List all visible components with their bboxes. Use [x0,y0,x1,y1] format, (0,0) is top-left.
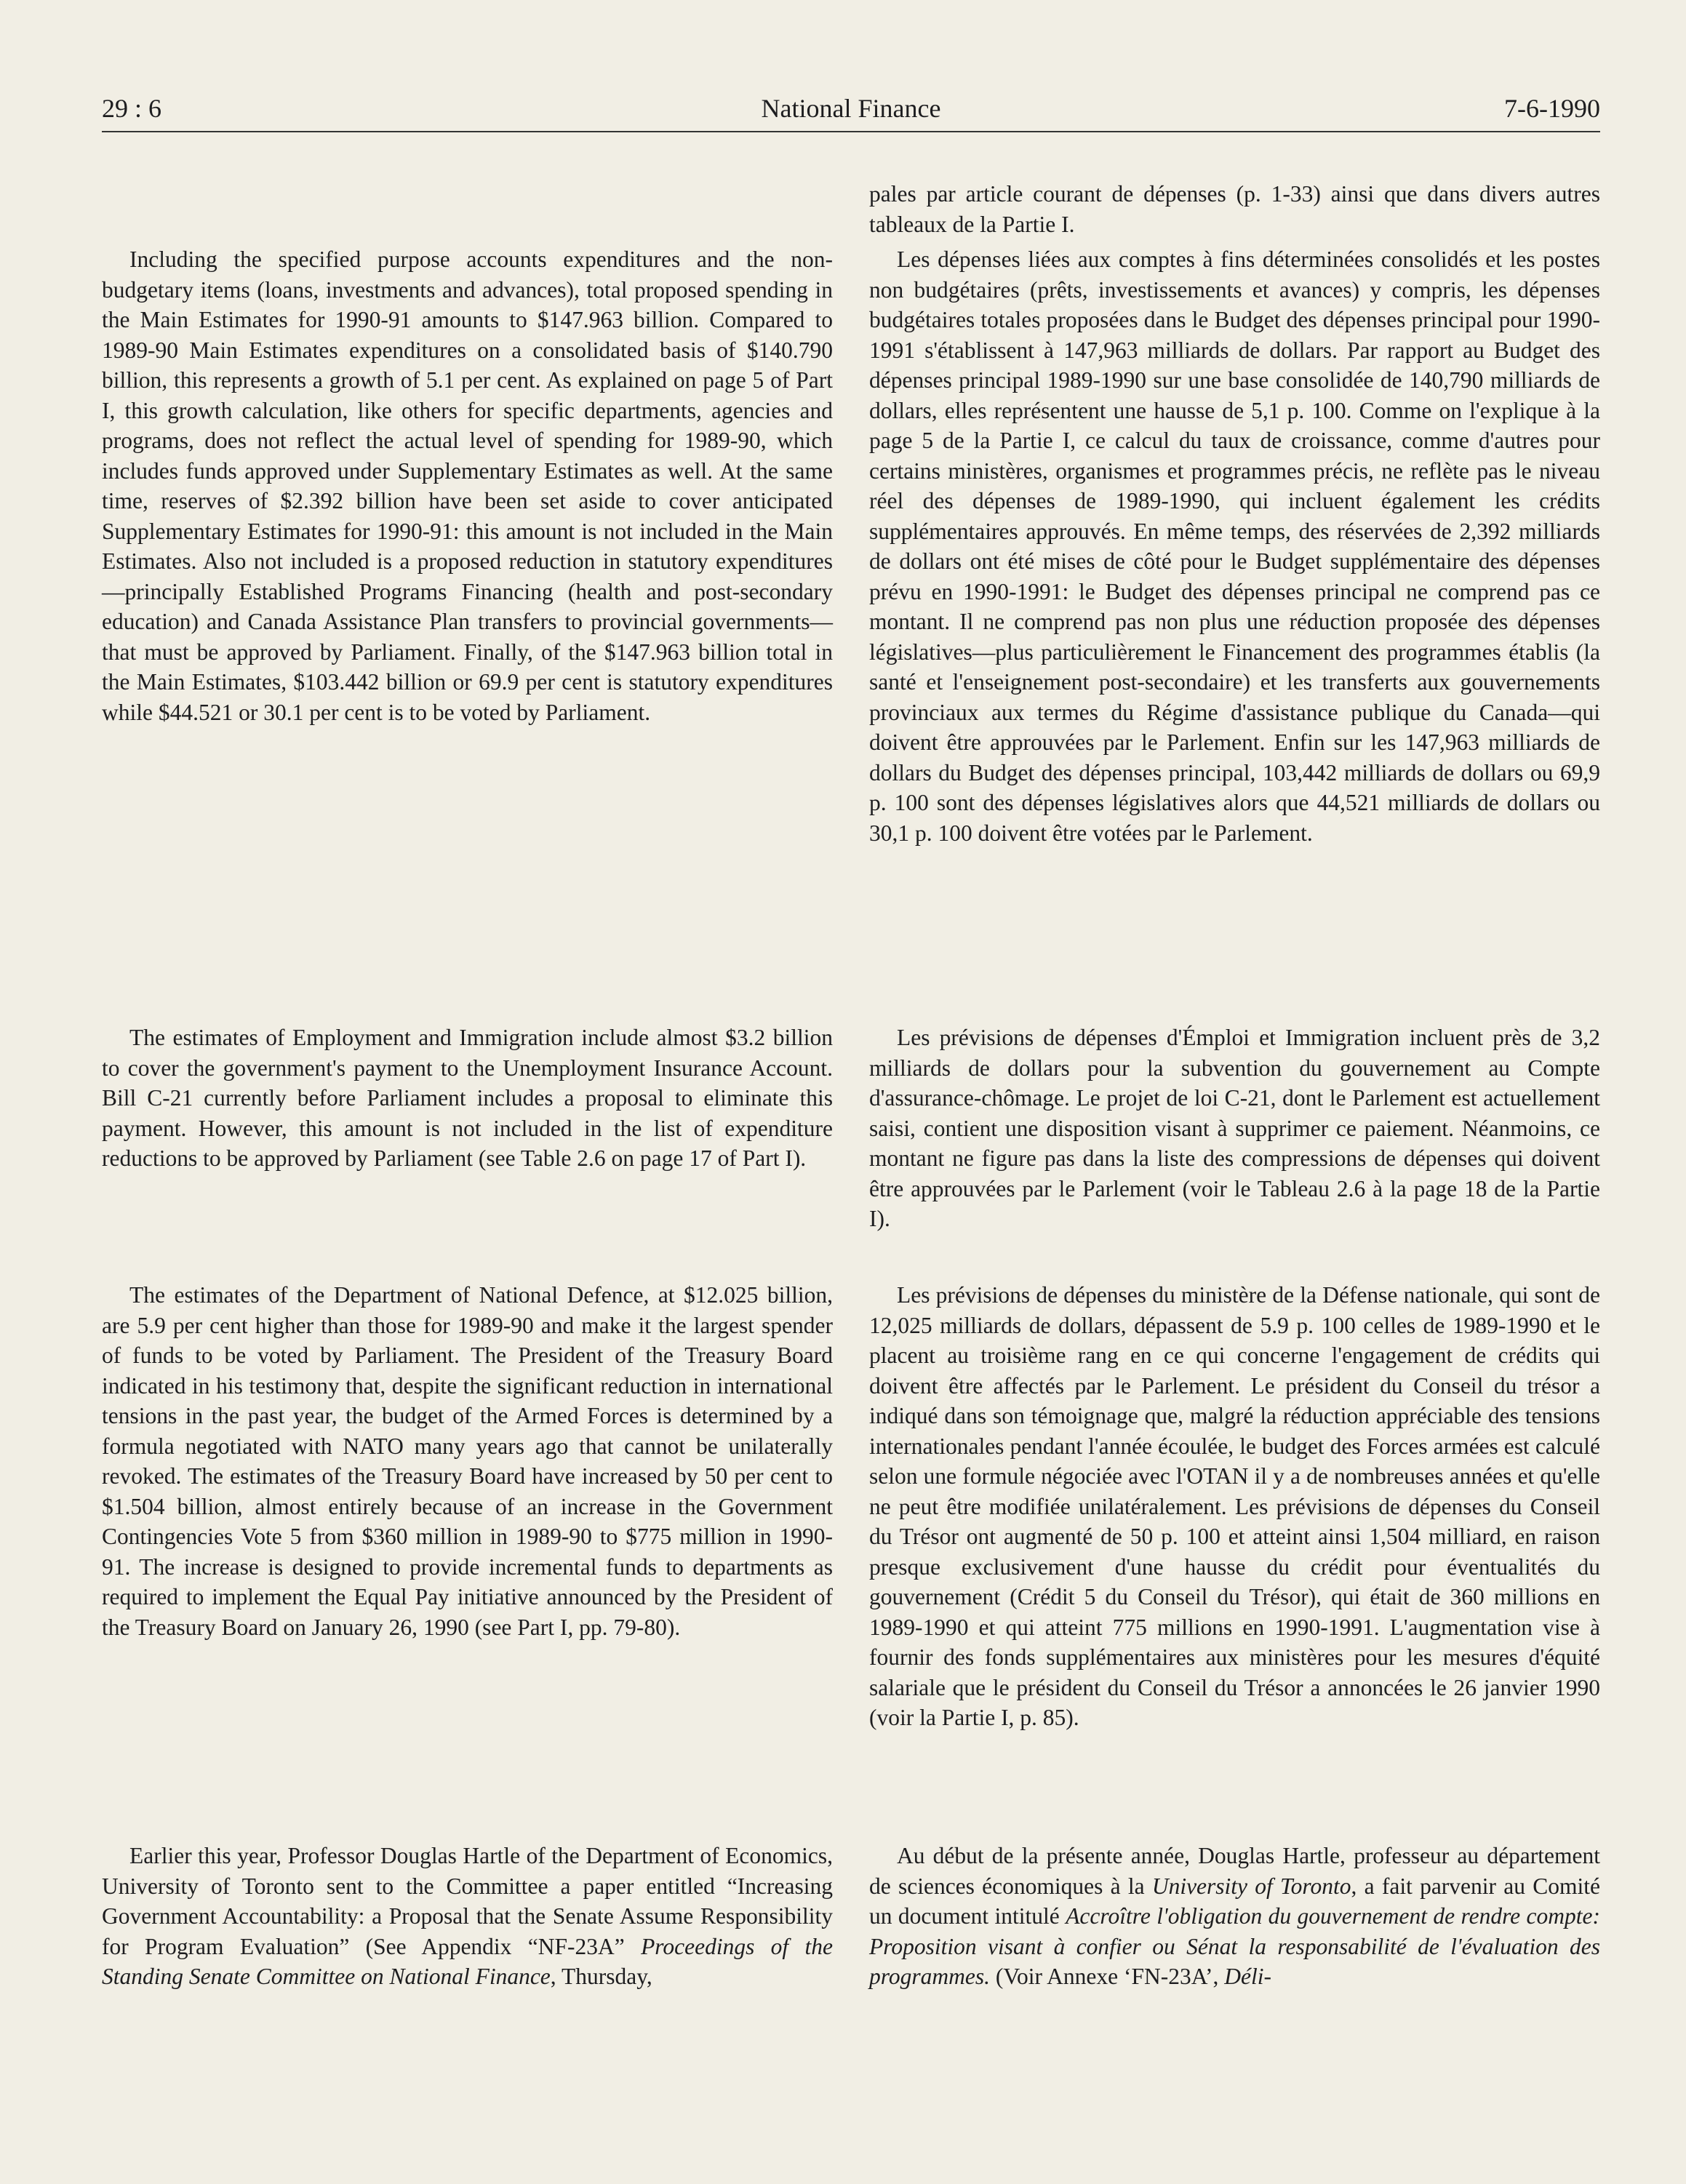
hartle-fr-text-a: Au début de la présente année, Douglas Hartle, professeur au département de sciences économiques à la [869,1843,1600,1899]
hartle-text-a: Earlier this year, Professor Douglas Hartle of the Department of Economics, University of Toronto sent to the Committee a paper entitled “Increasing Government Accountability: a Proposal that the Senate Assume Responsibility for Program Evaluation” (See Appendix “NF-23A” [102,1843,833,1959]
proceedings-title: Proceedings of the Standing Senate Committee on National Finance [102,1933,833,1989]
english-paragraph-employment-immigration: The estimates of Employment and Immigration include almost $3.2 billion to cover the government's payment to the Unemployment Insurance Account. Bill C-21 currently before Parliament includes a proposal to eliminate this payment. However, this amount is not included in the list of expenditure reductions to be approved by Parliament (see Table 2.6 on page 17 of Part I). [102,1025,833,1171]
deliberations-fr: Déli- [1224,1964,1271,1989]
university-name: University of Toronto [1151,1873,1351,1899]
document-title-fr: Accroître l'obligation du gouvernement de rendre compte: Proposition visant à confier ou Sénat la responsabilité de l'évaluation des programmes. [869,1903,1600,1989]
english-paragraph-national-defence: The estimates of the Department of National Defence, at $12.025 billion, are 5.9 per cent higher than those for 1989-90 and make it the largest spender of funds to be voted by Parliament. The President of the Treasury Board indicated in his testimony that, despite the significant reduction in international tensions in the past year, the budget of the Armed Forces is determined by a formula negotiated with NATO many years ago that cannot be unilaterally revoked. The estimates of the Treasury Board have increased by 50 per cent to $1.504 billion, almost entirely because of an increase in the Government Contingencies Vote 5 from $360 million in 1989-90 to $775 million in 1990-91. The increase is designed to provide incremental funds to departments as required to implement the Equal Pay initiative announced by the President of the Treasury Board on January 26, 1990 (see Part I, pp. 79-80). [102,1282,833,1640]
running-title: National Finance [761,94,941,123]
page-header [102,93,1600,129]
french-paragraph-total-spending: Les dépenses liées aux comptes à fins déterminées consolidés et les postes non budgétaires (prêts, investissements et avances) y compris, les dépenses budgétaires totales proposées dans le Budget des dépenses principal pour 1990-1991 s'établissent à 147,963 milliards de dollars. Par rapport au Budget des dépenses principal 1989-1990 sur une base consolidée de 140,790 milliards de dollars, elles représentent une hausse de 5,1 p. 100. Comme on l'explique à la page 5 de la Partie I, ce calcul du taux de croissance, comme d'autres pour certains ministères, organismes et programmes précis, ne reflète pas le niveau réel des dépenses de 1989-1990, qui incluent également les crédits supplémentaires approuvés. En même temps, des réservées de 2,392 milliards de dollars ont été mises de côté pour le Budget supplémentaire des dépenses prévu en 1990-1991: le Budget des dépenses principal ne comprend pas ce montant. Il ne comprend pas non plus une réduction proposée des dépenses législatives—plus particulièrement le Financement des programmes établis (la santé et l'enseignement post-secondaire) et les transferts aux gouvernements provinciaux aux termes du Régime d'assistance publique du Canada—qui doivent être approuvées par le Parlement. Enfin sur les 147,963 milliards de dollars du Budget des dépenses principal, 103,442 milliards de dollars ou 69,9 p. 100 sont des dépenses législatives alors que 44,521 milliards de dollars ou 30,1 p. 100 doivent être votées par le Parlement. [869,247,1600,846]
hartle-fr-text-e: (Voir Annexe ‘FN-23A’, [989,1964,1225,1989]
english-paragraph-hartle [102,1841,833,1992]
english-paragraph-total-spending: Including the specified purpose accounts expenditures and the non-budgetary items (loans, investments and advances), total proposed spending in the Main Estimates for 1990-91 amounts to $147.963 billion. Compared to 1989-90 Main Estimates expenditures on a consolidated basis of $140.790 billion, this represents a growth of 5.1 per cent. As explained on page 5 of Part I, this growth calculation, like others for specific departments, agencies and programs, does not reflect the actual level of spending for 1989-90, which includes funds approved under Supplementary Estimates as well. At the same time, reserves of $2.392 billion have been set aside to cover anticipated Supplementary Estimates for 1990-91: this amount is not included in the Main Estimates. Also not included is a proposed reduction in statutory expenditures—principally Established Programs Financing (health and post-secondary education) and Canada Assistance Plan transfers to provincial governments—that must be approved by Parliament. Finally, of the $147.963 billion total in the Main Estimates, $103.442 billion or 69.9 per cent is statutory expenditures while $44.521 or 30.1 per cent is to be voted by Parliament. [102,247,833,725]
hartle-text-c: , Thursday, [550,1964,652,1989]
french-paragraph-hartle [869,1841,1600,1992]
hartle-fr-text-c: , a fait parvenir au Comité un document intitulé [869,1873,1600,1929]
french-paragraph-national-defence: Les prévisions de dépenses du ministère de la Défense nationale, qui sont de 12,025 milliards de dollars, dépassent de 5.9 p. 100 celles de 1989-1990 et le placent au troisième rang en ce qui concerne l'engagement de crédits qui doivent être affectés par le Parlement. Le président du Conseil du trésor a indiqué dans son témoignage que, malgré la réduction appréciable des tensions internationales pendant l'année écoulée, le budget des Forces armées est calculé selon une formule négociée avec l'OTAN il y a de nombreuses années et qu'elle ne peut être modifiée unilatéralement. Les prévisions de dépenses du Conseil du Trésor ont augmenté de 50 p. 100 et atteint ainsi 1,504 milliard, en raison presque exclusivement d'une hausse du crédit pour éventualités du gouvernement (Crédit 5 du Conseil du Trésor), qui était de 360 millions en 1989-1990 et qui atteint 775 millions en 1990-1991. L'augmentation vise à fournir des fonds supplémentaires aux ministères pour les mesures d'équité salariale que le président du Conseil du Trésor a annoncées le 26 janvier 1990 (voir la Partie I, p. 85). [869,1282,1600,1730]
header-date: 7-6-1990 [1504,94,1600,123]
page-number: 29 : 6 [102,94,162,123]
header-rule [102,131,1600,132]
french-paragraph-continued: pales par article courant de dépenses (p. 1-33) ainsi que dans divers autres tableaux de la Partie I. [869,181,1600,237]
french-paragraph-employment-immigration: Les prévisions de dépenses d'Émploi et Immigration incluent près de 3,2 milliards de dollars pour la subvention du gouvernement au Compte d'assurance-chômage. Le projet de loi C-21, dont le Parlement est actuellement saisi, contient une disposition visant à supprimer ce paiement. Néanmoins, ce montant ne figure pas dans la liste des compressions de dépenses qui doivent être approuvées par le Parlement (voir le Tableau 2.6 à la page 18 de la Partie I). [869,1025,1600,1231]
